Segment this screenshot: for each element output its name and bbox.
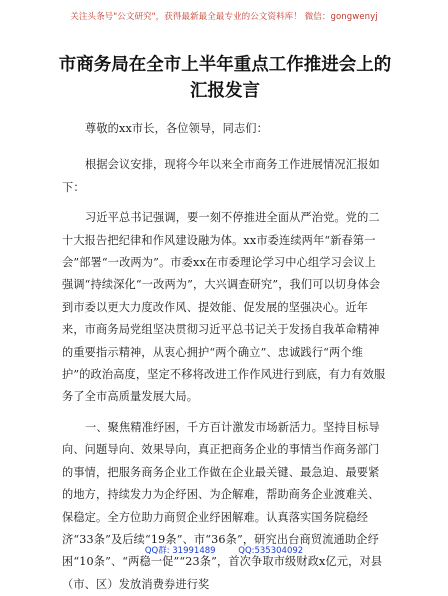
document-title: 市商务局在全市上半年重点工作推进会上的汇报发言 [58, 55, 392, 101]
footer-qq-group: QQ群: 31991489 [144, 546, 216, 556]
footer-contacts [0, 544, 448, 556]
header-promo-note: 关注头条号"公文研究"，获得最新最全最专业的公文资料库！ 微信：gongwenyj [70, 12, 378, 22]
paragraph-section-one: 一、聚焦精准纾困，千方百计激发市场新活力。坚持目标导向、问题导向、效果导向，真正把商务企业的事情当作商务部门的事情，把服务商务企业工作做在企业最关键、最急迫、最要紧的地方，持续发力为企纾困、为企解难，帮助商务企业渡难关、保稳定。全方位助力商贸企业纾困解难。认真落实国务院稳经济“33条”及后续“19条”、市“36条”，研究出台商贸流通助企纾困“10条”、“两稳一促”“23条”，首次争取市级财政x亿元，对县（市、区）发放消费券进行奖 [62, 420, 383, 591]
header-bar [0, 0, 448, 30]
footer-qq: QQ:535304092 [238, 546, 304, 556]
document-body [62, 118, 386, 596]
greeting: 尊敬的xx市长，各位领导，同志们： [85, 122, 268, 135]
paragraph-intro: 根据会议安排，现将今年以来全市商务工作进展情况汇报如下： [62, 158, 380, 194]
paragraph-background: 习近平总书记强调，要一刻不停推进全面从严治党。党的二十大报告把纪律和作风建设融为体。xx市委连续两年“新春第一会”部署“一改两为”。市委xx在市委理论学习中心组学习会议上强调“持续深化“一改两为”，大兴调查研究”，我们可以切身体会到市委以更大力度改作风、提效能、促发展的坚强决心。近年来，市商务局党组坚决贯彻习近平总书记关于发扬自我革命精神的重要指示精神，从衷心拥护“两个确立”、忠诚践行“两个维护”的政治高度，坚定不移将改进工作作风进行到底，有力有效服务了全市高质量发展大局。 [62, 211, 386, 404]
